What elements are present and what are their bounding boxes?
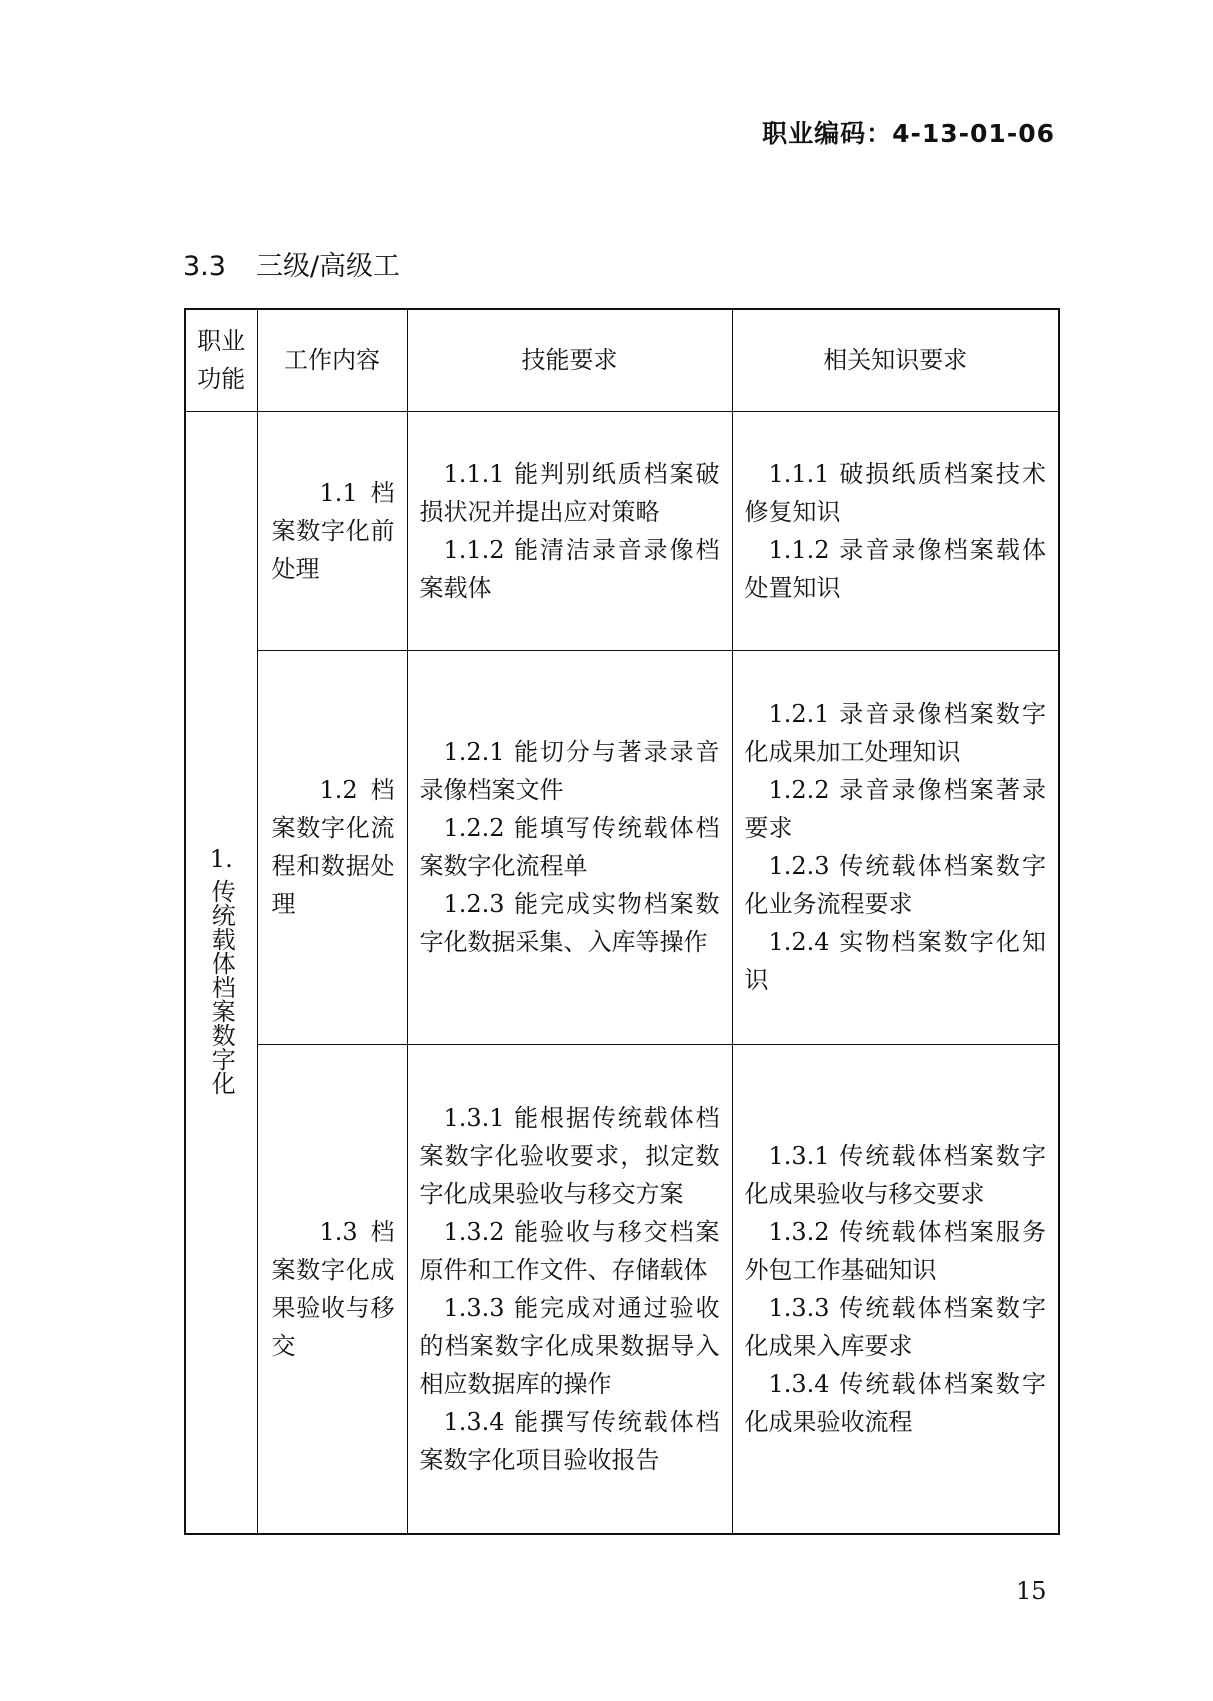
work-text: 1.3 档案数字化成果验收与移交 — [271, 1217, 395, 1360]
section-number: 3.3 — [183, 251, 226, 282]
section-title — [183, 244, 400, 283]
work-cell — [257, 650, 407, 1044]
skill-item: 1.3.4 能撰写传统载体档案数字化项目验收报告 — [419, 1407, 720, 1474]
page-number: 15 — [1016, 1577, 1047, 1605]
table-row — [185, 411, 1059, 650]
knowledge-item: 1.2.4 实物档案数字化知识 — [744, 928, 1046, 994]
skill-item: 1.3.2 能验收与移交档案原件和工作文件、存储载体 — [419, 1217, 720, 1284]
knowledge-item: 1.3.1 传统载体档案数字化成果验收与移交要求 — [744, 1141, 1046, 1208]
knowledge-item: 1.3.2 传统载体档案服务外包工作基础知识 — [744, 1217, 1046, 1284]
skill-item: 1.1.1 能判别纸质档案破损状况并提出应对策略 — [419, 459, 720, 526]
knowledge-item: 1.2.1 录音录像档案数字化成果加工处理知识 — [744, 700, 1046, 766]
knowledge-item: 1.3.3 传统载体档案数字化成果入库要求 — [744, 1293, 1046, 1360]
skill-item: 1.3.1 能根据传统载体档案数字化验收要求，拟定数字化成果验收与移交方案 — [419, 1103, 720, 1208]
skill-item: 1.2.2 能填写传统载体档案数字化流程单 — [419, 814, 720, 880]
work-text: 1.2 档案数字化流程和数据处理 — [271, 776, 395, 918]
knowledge-item: 1.1.2 录音录像档案载体处置知识 — [744, 535, 1046, 602]
skill-item: 1.3.3 能完成对通过验收的档案数字化成果数据导入相应数据库的操作 — [419, 1293, 720, 1398]
work-text: 1.1 档案数字化前处理 — [271, 478, 395, 583]
header-work: 工作内容 — [257, 309, 407, 411]
work-cell — [257, 1044, 407, 1534]
knowledge-item: 1.2.3 传统载体档案数字化业务流程要求 — [744, 852, 1046, 918]
skill-cell — [407, 650, 732, 1044]
skill-cell — [407, 1044, 732, 1534]
skill-item: 1.2.3 能完成实物档案数字化数据采集、入库等操作 — [419, 890, 720, 956]
table-row — [185, 650, 1059, 1044]
knowledge-cell — [732, 411, 1059, 650]
header-skill: 技能要求 — [407, 309, 732, 411]
header-knowledge: 相关知识要求 — [732, 309, 1059, 411]
skill-item: 1.1.2 能清洁录音录像档案载体 — [419, 535, 720, 602]
header-function: 职业功能 — [185, 309, 257, 411]
section-name: 三级/高级工 — [255, 251, 401, 282]
skill-item: 1.2.1 能切分与著录录音录像档案文件 — [419, 738, 720, 804]
requirements-table — [184, 308, 1060, 1535]
knowledge-cell — [732, 650, 1059, 1044]
knowledge-cell — [732, 1044, 1059, 1534]
function-number: 1. — [209, 844, 233, 873]
work-cell — [257, 411, 407, 650]
knowledge-item: 1.1.1 破损纸质档案技术修复知识 — [744, 459, 1046, 526]
table-row — [185, 1044, 1059, 1534]
knowledge-item: 1.3.4 传统载体档案数字化成果验收流程 — [744, 1369, 1046, 1436]
function-name: 传统载体档案数字化 — [207, 878, 236, 1095]
knowledge-item: 1.2.2 录音录像档案著录要求 — [744, 776, 1046, 842]
skill-cell — [407, 411, 732, 650]
occupation-code: 职业编码：4-13-01-06 — [762, 119, 1055, 148]
function-cell — [185, 411, 257, 1534]
table-header-row — [185, 309, 1059, 411]
